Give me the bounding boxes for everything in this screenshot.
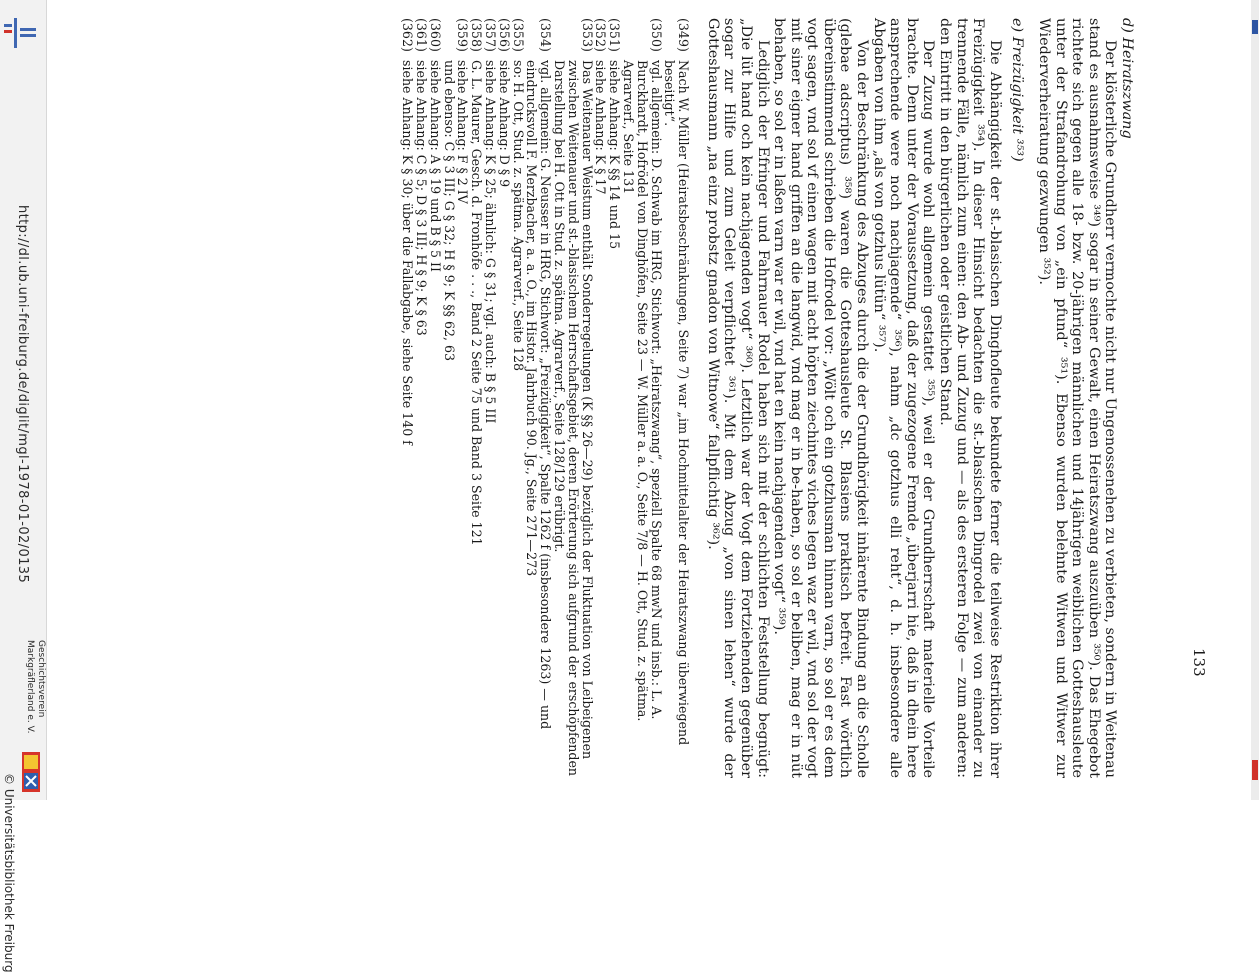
footnote: (359) siehe Anhang: F § 2 IV (455, 18, 471, 204)
paragraph-heiratszwang: Der klösterliche Grundherr vermochte nicht nur Ungenossenehen zu verbieten, sondern in Weitenau stand es ausnahmsweise ³⁴⁹) sogar in seiner Gewalt, einen Heiratszwang auszuüben ³⁵⁰). Das Ehegebot richtete sich gegen alle 18- bzw. 20-jährigen männlichen und 14jährigen weiblichen Gotteshausleute unter der Strafandrohung von „ein pfund“ ³⁵¹). Ebenso wurden belehnte Witwen und Witwer zur Wiederverheiratung gezwungen ³⁵²). (1036, 18, 1119, 778)
footnote: (353) Das Weitenauer Weistum enthält Sonderregelungen (K §§ 26—29) bezüglich der Fluktuation von Leibeigenen zwischen Weitenauer und st.-blasischem Herrschaftsgebiet, deren Erörterung sich aufgrund der erschöpfenden Darstellung bei H. Ott in Stud. z. spätma. Agrarverf., Seite 128/129 erübrigt. (551, 18, 595, 777)
section-heading-d: d) Heiratszwang (1119, 18, 1135, 139)
footnote: (355) so: H. Ott, Stud. z. spätma. Agrarverf., Seite 128 (510, 18, 526, 371)
footnotes (400, 18, 690, 778)
right-edge-mark (1252, 760, 1258, 780)
copyright-notice: © Universitätsbibliothek Freiburg (2, 773, 16, 973)
footnote: (360) siehe Anhang: A § 19 und B § 5 II (427, 18, 443, 272)
paragraph-freizuegigkeit-1: Die Abhängigkeit der st.-blasischen Dinghofleute bekundete ferner die teilweise Restriktion ihrer Freizügigkeit ³⁵⁴). In dieser Hinsicht bedachten die st.-blasischen Dingrodel zwei von einander zu trennende Fälle, nämlich zum einen: den Ab- und Zuzug und — als des ersteren Folge — zum anderen: den Eintritt in den bürgerlichen oder geistlichen Stand. (937, 18, 1003, 778)
footnote: (356) siehe Anhang: D § 9 (496, 18, 512, 188)
footnote: (352) siehe Anhang: K § 17 (593, 18, 609, 195)
page-number: 133 (1190, 648, 1208, 677)
society-crest-icon (22, 752, 40, 792)
society-name (24, 640, 46, 733)
paragraph-freizuegigkeit-3: Von der Beschränkung des Abzuges durch die der Grundhörigkeit inhärente Bindung an die Scholle (glebae adscriptus) ³⁵⁸) waren die Gotteshausleute St. Blasiens praktisch befreit. Fast wörtlich übereinstimmend schrieben die Hofrodel vor: „Wölt och ein gotzhusman hinnan varn, so sol er es dem vogt sagen, vnd sol vf einen wagen mit acht höpten ziechintes viches legen waz er wil, vnd sol der vogt mit siner eigner hand griffen an die langwid, vnd mag er in be-haben, so sol er beliben, mag er in nüt behaben, so sol er in laßen varn war er wil, vnd hat en kein nachjagenden vogt“ ³⁵⁹). (771, 18, 871, 778)
footnote: und ebenso: C § 3 III; G § 32; H § 9; K §§ 62, 63 (441, 60, 457, 362)
footnote: (358) G. L. Maurer, Gesch. d. Fronhöfe . . ., Band 2 Seite 75 und Band 3 Seite 121 (469, 18, 485, 546)
footnote: (362) siehe Anhang: K § 30; über die Fallabgabe, siehe Seite 140 f (400, 18, 416, 445)
source-url[interactable]: http://dl.ub.uni-freiburg.de/diglit/mgl-1978-01-02/0135 (15, 205, 30, 584)
section-heading-e: e) Freizügigkeit ³⁵³) (1009, 18, 1026, 162)
viewer-margin (0, 0, 47, 973)
society-line-1: Geschichtsverein (36, 640, 46, 718)
right-edge (1251, 0, 1259, 800)
paragraph-freizuegigkeit-2: Der Zuzug wurde wohl allgemein gestattet ³⁵⁵), weil er der Grundherrschaft materielle Vorteile brachte. Denn unter der Voraussetzung, daß der zugezogene Fremde „überjarri hie, daß in dhein here ansprechende were noch nachjagende“ ³⁵⁶), nahm „dc gotzhus elli reht“, d. h. insbesondere alle Abgaben von ihm „als von gotzhus lütün“ ³⁵⁷). (870, 18, 937, 778)
footnote: (349) Nach W. Müller (Heiratsbeschränkungen, Seite 7) war „im Hochmittelalter der Heiratszwang überwiegend beseitigt“. (662, 18, 692, 746)
footnote: (357) siehe Anhang: K § 25; ähnlich: G § 31; vgl. auch: B § 5 III (483, 18, 498, 424)
footnote: (350) vgl. allgemein: D. Schwab im HRG, Stichwort: „Heiratszwang“, speziell Spalte 68 mwN und insb.: L. A. Burckhardt, Hofrödel von Dinghöfen, Seite 23 — W. Müller a. a. O., Seite 7/8 — H. Ott, Stud. z. spätma. Agrarverf., Seite 131 (620, 18, 664, 722)
footnote: (354) vgl. allgemein: G. Neusser in HRG, Stichwort: „Freizügigkeit“, Spalte 1262 f (insbesondere 1263) — und eindrucksvoll F. Merzbacher, a. a. O., im Histor. Jahrbuch 90. Jg., Seite 271—273 (524, 18, 554, 730)
footnote: (351) siehe Anhang: K §§ 14 und 15 (607, 18, 623, 250)
footnote: (361) siehe Anhang: C § 5; D § 3 III; H § 9; K § 63 (414, 18, 430, 336)
right-edge-mark (1252, 20, 1258, 34)
document-page (215, 18, 1135, 778)
library-logo-icon (4, 18, 36, 48)
society-line-2: Markgräflerland e. V. (25, 640, 35, 734)
paragraph-freizuegigkeit-4: Lediglich der Efringer und Fahrnauer Rodel haben sich mit der schlichten Feststellung begnügt: „Die lüt hand och kein nachjagenden vogt“ ³⁶⁰). Letztlich war der Vogt dem Fortziehenden gegenüber sogar zur Hilfe und zum Geleit verpflichtet ³⁶¹). Mit dem Abzug „von sinen lehen“ wurde der Gotteshausmann „na einz probstz gnadon von Witnowe“ fallpflichtig ³⁶²). (704, 18, 771, 778)
